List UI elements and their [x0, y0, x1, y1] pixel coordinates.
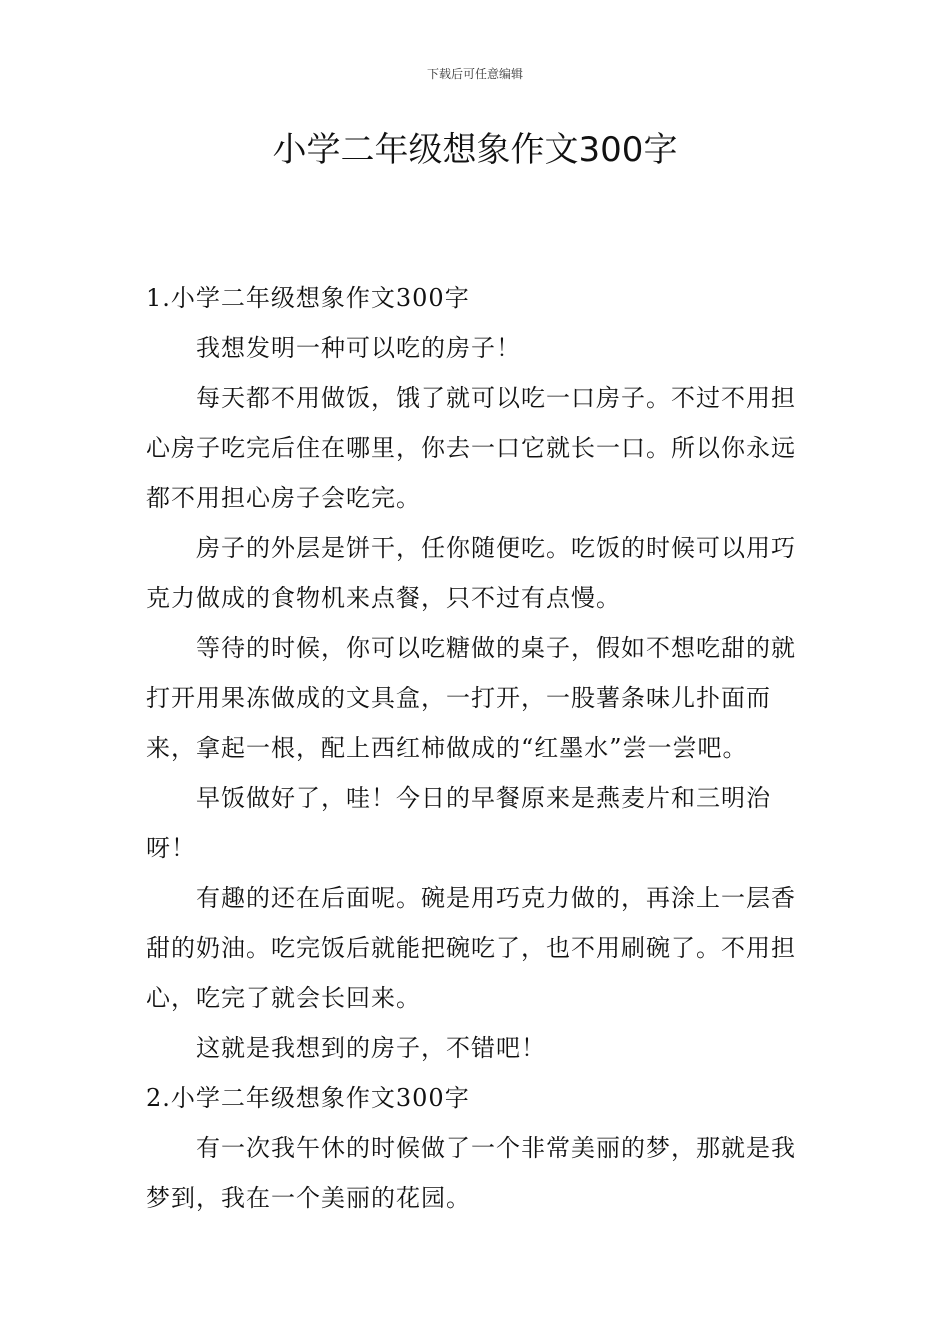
- paragraph: 等待的时候，你可以吃糖做的桌子，假如不想吃甜的就打开用果冻做成的文具盒，一打开，一股薯条味儿扑面而来，拿起一根，配上西红柿做成的“红墨水”尝一尝吧。: [146, 634, 796, 762]
- section-heading-1: 1.小学二年级想象作文300字: [146, 284, 470, 312]
- paragraph: 早饭做好了，哇！今日的早餐原来是燕麦片和三明治呀！: [146, 784, 771, 862]
- paragraph: 有趣的还在后面呢。碗是用巧克力做的，再涂上一层香甜的奶油。吃完饭后就能把碗吃了，也不用刷碗了。不用担心，吃完了就会长回来。: [146, 884, 796, 1012]
- paragraph: 有一次我午休的时候做了一个非常美丽的梦，那就是我梦到，我在一个美丽的花园。: [146, 1134, 796, 1212]
- page-header-note: 下载后可任意编辑: [426, 67, 523, 81]
- paragraph: 房子的外层是饼干，任你随便吃。吃饭的时候可以用巧克力做成的食物机来点餐，只不过有点慢。: [146, 534, 796, 612]
- paragraph: 这就是我想到的房子，不错吧！: [196, 1034, 546, 1062]
- paragraph: 每天都不用做饭，饿了就可以吃一口房子。不过不用担心房子吃完后住在哪里，你去一口它就长一口。所以你永远都不用担心房子会吃完。: [146, 384, 796, 512]
- section-heading-2: 2.小学二年级想象作文300字: [146, 1084, 470, 1112]
- document-title: 小学二年级想象作文300字: [272, 130, 678, 170]
- document-body: [146, 273, 806, 1223]
- paragraph: 我想发明一种可以吃的房子！: [196, 334, 521, 362]
